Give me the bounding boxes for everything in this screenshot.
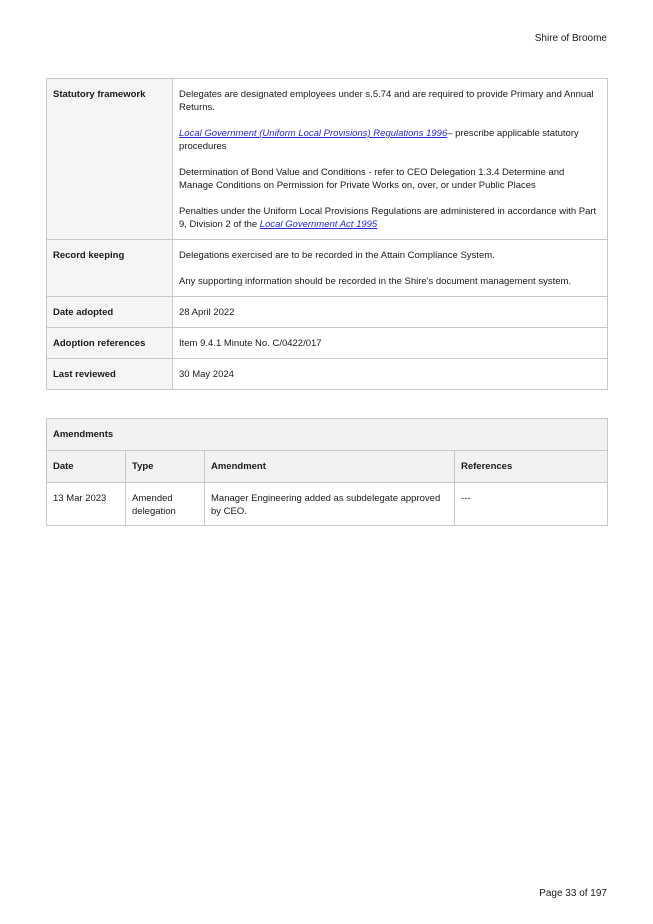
row-adoption-references [47, 328, 608, 359]
column-header-references: References [455, 451, 608, 483]
amendments-caption-row [47, 419, 608, 451]
row-label: Statutory framework [47, 79, 173, 240]
amendments-header-row [47, 451, 608, 483]
row-value [173, 79, 608, 240]
cell-references: --- [455, 483, 608, 526]
column-header-type: Type [126, 451, 205, 483]
row-label: Last reviewed [47, 359, 173, 390]
paragraph: Delegates are designated employees under s.5.74 and are required to provide Primary and Annual Returns. [179, 89, 594, 113]
row-label: Record keeping [47, 240, 173, 297]
amendments-caption: Amendments [47, 419, 608, 451]
paragraph: Local Government (Uniform Local Provisions) Regulations 1996– prescribe applicable statutory procedures [179, 128, 579, 152]
cell-type: Amended delegation [126, 483, 205, 526]
table-row [47, 483, 608, 526]
paragraph: Determination of Bond Value and Conditions - refer to CEO Delegation 1.3.4 Determine and Manage Conditions on Permission for Private Works on, over, or under Public Places [179, 167, 565, 191]
regulations-link[interactable]: Local Government (Uniform Local Provisions) Regulations 1996 [179, 128, 448, 139]
column-header-amendment: Amendment [205, 451, 455, 483]
column-header-date: Date [47, 451, 126, 483]
local-government-act-link[interactable]: Local Government Act 1995 [259, 219, 378, 230]
row-label: Date adopted [47, 297, 173, 328]
row-value: 28 April 2022 [173, 297, 608, 328]
cell-amendment: Manager Engineering added as subdelegate approved by CEO. [205, 483, 455, 526]
row-record-keeping [47, 240, 608, 297]
page-number: Page 33 of 197 [539, 888, 607, 899]
document-header-organisation: Shire of Broome [534, 33, 607, 44]
row-date-adopted [47, 297, 608, 328]
row-value [173, 240, 608, 297]
delegation-details-table [46, 78, 608, 390]
paragraph: Delegations exercised are to be recorded in the Attain Compliance System. [179, 250, 495, 261]
amendments-table [46, 418, 608, 526]
row-last-reviewed [47, 359, 608, 390]
cell-date: 13 Mar 2023 [47, 483, 126, 526]
row-statutory-framework [47, 79, 608, 240]
row-value: Item 9.4.1 Minute No. C/0422/017 [173, 328, 608, 359]
paragraph: Penalties under the Uniform Local Provisions Regulations are administered in accordance with Part 9, Division 2 of the Local Government Act 1995 [179, 206, 597, 230]
paragraph: Any supporting information should be recorded in the Shire's document management system. [179, 276, 572, 287]
row-label: Adoption references [47, 328, 173, 359]
row-value: 30 May 2024 [173, 359, 608, 390]
